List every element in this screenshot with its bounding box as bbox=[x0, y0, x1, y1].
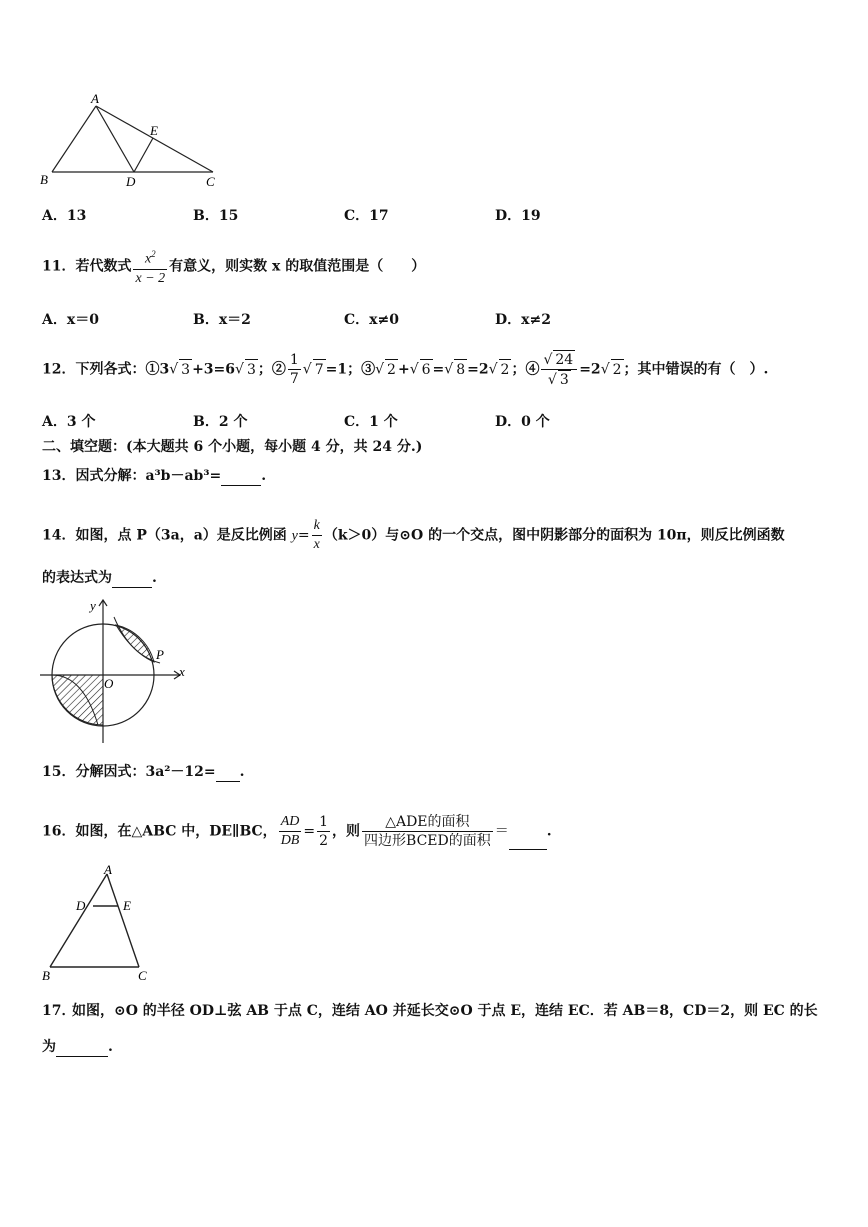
q12-expr2-fraction bbox=[288, 351, 301, 388]
q14-eq: = bbox=[297, 527, 310, 544]
q12-expr2-a: ② bbox=[271, 361, 286, 378]
label-a: A bbox=[91, 91, 99, 106]
q12-expr1-b: +3=6 bbox=[192, 361, 236, 378]
q12-option-b[interactable]: B．2 个 bbox=[193, 414, 248, 430]
segment-ab bbox=[52, 106, 96, 172]
q12-expr3-r3: 8 bbox=[454, 359, 467, 380]
question-15 bbox=[42, 762, 245, 782]
question-17: 17． bbox=[42, 1003, 76, 1019]
segment-ac bbox=[96, 106, 213, 172]
q17-end: . bbox=[108, 1039, 113, 1055]
q12-expr2-num: 1 bbox=[289, 352, 299, 368]
label-c: C bbox=[138, 968, 147, 982]
question-16 bbox=[42, 813, 552, 850]
q12-expr3-r1: 2 bbox=[385, 359, 398, 380]
label-a: A bbox=[104, 862, 112, 877]
q14-post: （k＞0）与⊙O 的一个交点，图中阴影部分的面积为 10π，则反比例函数 bbox=[323, 527, 785, 544]
q12-expr3-b: =2 bbox=[467, 361, 489, 378]
q12-expr2-b: =1； bbox=[325, 361, 362, 378]
q12-pre: 下列各式： bbox=[75, 361, 146, 378]
q12-expr1-a: ①3 bbox=[145, 361, 170, 378]
q10-option-a[interactable]: A．13 bbox=[42, 208, 87, 224]
segment-ad bbox=[96, 106, 134, 172]
q16-answer-blank[interactable] bbox=[509, 835, 547, 850]
q12-expr4-b: =2 bbox=[579, 361, 601, 378]
q16-half-num: 1 bbox=[319, 814, 329, 830]
q12-option-c[interactable]: C．1 个 bbox=[344, 414, 398, 430]
q11-option-c[interactable]: C．x≠0 bbox=[344, 312, 399, 328]
q16-eq: = bbox=[303, 823, 316, 840]
q16-fraction-ad-db bbox=[279, 813, 302, 850]
q11-frac-sup: 2 bbox=[151, 249, 156, 259]
q11-pre: 若代数式 bbox=[75, 258, 132, 275]
q16-mid: ，则 bbox=[332, 823, 361, 840]
q15-answer-blank[interactable] bbox=[216, 767, 240, 782]
label-x: x bbox=[179, 664, 185, 679]
q16-frac-den: DB bbox=[280, 833, 300, 848]
question-17-line2 bbox=[42, 1037, 113, 1057]
label-c: C bbox=[206, 174, 215, 189]
label-d: D bbox=[76, 898, 86, 913]
label-o: O bbox=[104, 676, 114, 691]
q16-half-den: 2 bbox=[319, 833, 329, 849]
q12-sep1: ； bbox=[257, 361, 272, 378]
question-13 bbox=[42, 466, 266, 486]
label-d: D bbox=[126, 174, 136, 189]
q17-answer-blank[interactable] bbox=[56, 1042, 108, 1057]
q12-expr3-r4: 2 bbox=[499, 359, 512, 380]
q12-expr3-r2: 6 bbox=[420, 359, 433, 380]
q13-text: 因式分解：a³b－ab³= bbox=[75, 468, 222, 484]
q14-answer-blank[interactable] bbox=[112, 573, 152, 588]
triangle-figure-q16 bbox=[38, 862, 153, 982]
q12-expr4-den: 3 bbox=[559, 372, 569, 388]
q12-option-a[interactable]: A．3 个 bbox=[42, 414, 96, 430]
circle-hyperbola-figure-q14 bbox=[38, 595, 188, 747]
q12-expr2-radicand: 7 bbox=[313, 359, 326, 380]
q17-line2: 为 bbox=[42, 1039, 56, 1055]
q14-frac-num: k bbox=[312, 517, 322, 536]
q16-end: . bbox=[546, 823, 552, 840]
q10-option-b[interactable]: B．15 bbox=[193, 208, 239, 224]
label-y: y bbox=[90, 598, 96, 613]
q16-number: 16． bbox=[42, 823, 76, 840]
q12-expr4-fraction: $\frac{√ 24}{√ 3}$ bbox=[541, 350, 577, 389]
q10-option-d[interactable]: D．19 bbox=[495, 208, 541, 224]
q16-area-den: 四边形BCED的面积 bbox=[364, 833, 491, 849]
q10-option-c[interactable]: C．17 bbox=[344, 208, 389, 224]
question-17-text: 如图，⊙O 的半径 OD⊥弦 AB 于点 C，连结 AO 并延长交⊙O 于点 E，连结 EC．若 AB＝8，CD＝2，则 EC 的长 bbox=[72, 1003, 818, 1019]
q13-answer-blank[interactable] bbox=[221, 471, 261, 486]
section-2-heading: 二、填空题：(本大题共 6 个小题，每小题 4 分，共 24 分.) bbox=[42, 439, 423, 455]
q14-end: . bbox=[152, 570, 157, 586]
q14-var-y: y bbox=[291, 528, 298, 544]
q12-expr1-radicand2: 3 bbox=[245, 359, 258, 380]
q12-expr2-den: 7 bbox=[289, 371, 299, 387]
q12-expr4-a: ④ bbox=[525, 361, 540, 378]
q16-frac-num: AD bbox=[279, 813, 302, 832]
q14-line2: 的表达式为 bbox=[42, 570, 112, 586]
q13-number: 13． bbox=[42, 468, 76, 484]
q15-text: 分解因式：3a²－12= bbox=[75, 764, 216, 780]
q12-sep3: ； bbox=[511, 361, 526, 378]
segment-ac bbox=[107, 874, 139, 967]
segment-ab bbox=[50, 874, 107, 967]
q16-area-ratio bbox=[362, 813, 493, 850]
q12-expr3-plus: + bbox=[397, 361, 410, 378]
label-b: B bbox=[42, 968, 50, 982]
q11-option-a[interactable]: A．x＝0 bbox=[42, 312, 99, 328]
q16-area-num: △ADE的面积 bbox=[362, 813, 493, 832]
label-p: P bbox=[156, 647, 164, 662]
q11-frac-num: x bbox=[144, 251, 152, 267]
label-e: E bbox=[150, 123, 158, 138]
q12-expr3-a: ③ bbox=[361, 361, 376, 378]
q15-number: 15． bbox=[42, 764, 76, 780]
shaded-region-upper bbox=[116, 625, 154, 662]
q14-pre: 如图，点 P（3a，a）是反比例函 bbox=[75, 527, 287, 544]
q14-number: 14． bbox=[42, 527, 76, 544]
label-e: E bbox=[123, 898, 131, 913]
q14-frac-den: x bbox=[313, 537, 320, 552]
q12-expr3-eq: = bbox=[432, 361, 445, 378]
q11-option-d[interactable]: D．x≠2 bbox=[495, 312, 551, 328]
question-12: 12．下列各式：①3√ 3 +3=6√ 3 ；② $\frac{1}{7}$ √ 7 =1；③√ 2 +√ 6 =√ 8 =2√ 2 ；④ $\frac{√ 24}{√ 3}$ =2√ 2 ；其中错误的有（ ）. bbox=[42, 352, 769, 388]
q15-end: . bbox=[239, 764, 245, 780]
q12-post: ；其中错误的有（ ）. bbox=[623, 361, 769, 378]
q12-option-d[interactable]: D．0 个 bbox=[495, 414, 550, 430]
q11-fraction bbox=[133, 245, 167, 288]
q11-number: 11． bbox=[42, 258, 76, 275]
q12-expr4-radicand: 2 bbox=[611, 359, 624, 380]
q14-fraction bbox=[312, 517, 322, 554]
q13-end: . bbox=[261, 468, 267, 484]
q16-eq2: ＝ bbox=[494, 823, 509, 840]
q12-expr1-radicand: 3 bbox=[179, 359, 192, 380]
label-b: B bbox=[40, 172, 48, 187]
segment-de bbox=[134, 138, 153, 172]
q11-post: 有意义，则实数 x 的取值范围是（ ） bbox=[169, 258, 426, 275]
q12-number: 12． bbox=[42, 361, 76, 378]
q16-fraction-half bbox=[317, 813, 330, 850]
q11-option-b[interactable]: B．x＝2 bbox=[193, 312, 251, 328]
q16-pre: 如图，在△ABC 中，DE∥BC， bbox=[75, 823, 277, 840]
q11-frac-den: x − 2 bbox=[135, 270, 166, 286]
triangle-figure-q10 bbox=[38, 88, 228, 192]
question-14-line2 bbox=[42, 568, 157, 588]
question-11 bbox=[42, 245, 425, 288]
question-14 bbox=[42, 517, 785, 554]
q12-expr4-num: 24 bbox=[555, 352, 574, 368]
